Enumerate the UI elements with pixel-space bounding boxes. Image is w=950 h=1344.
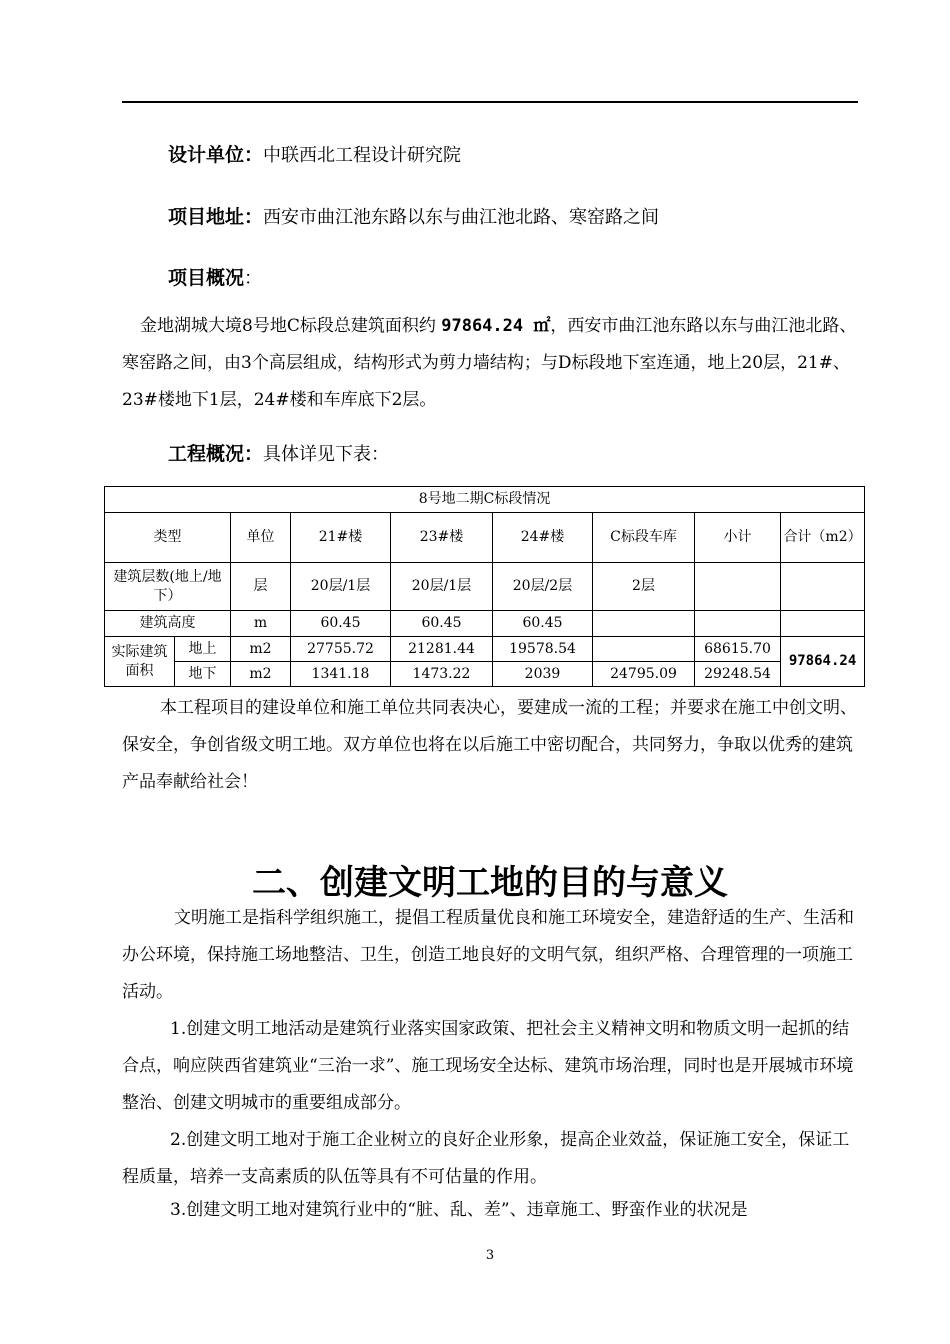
height-building-24: 60.45 bbox=[493, 611, 593, 637]
grand-total: 97864.24 bbox=[781, 637, 865, 687]
table-title-row bbox=[105, 487, 865, 513]
above-building-21: 27755.72 bbox=[291, 637, 391, 662]
section-intro-paragraph: 文明施工是指科学组织施工，提倡工程质量优良和施工环境安全，建造舒适的生产、生活和办公环境，保持施工场地整洁、卫生，创造工地良好的文明气氛，组织严格、合理管理的一项施工活动。 bbox=[122, 908, 854, 1002]
below-ground-label: 地下 bbox=[175, 662, 231, 687]
section-c-table bbox=[104, 486, 865, 687]
floors-building-23: 20层/1层 bbox=[391, 563, 493, 611]
project-address-value: 西安市曲江池东路以东与曲江池北路、寒窑路之间 bbox=[263, 207, 660, 228]
after-table-paragraph: 本工程项目的建设单位和施工单位共同表决心，要建成一流的工程；并要求在施工中创文明、保安全，争创省级文明工地。双方单位也将在以后施工中密切配合，共同努力，争取以优秀的建筑产品奉献给社会！ bbox=[122, 698, 857, 792]
header-building-21: 21#楼 bbox=[291, 513, 391, 563]
project-address-field bbox=[168, 202, 659, 229]
height-label: 建筑高度 bbox=[105, 611, 231, 637]
header-subtotal: 小计 bbox=[695, 513, 781, 563]
table-row-height bbox=[105, 611, 865, 637]
header-garage: C标段车库 bbox=[593, 513, 695, 563]
engineering-overview-field bbox=[168, 439, 389, 466]
header-building-24: 24#楼 bbox=[493, 513, 593, 563]
overview-text-after: ，西安市曲江池东路以东与曲江池北路、寒窑路之间，由3个高层组成，结构形式为剪力墙结构；与D标段地下室连通，地上20层，21#、23#楼地下1层，24#楼和车库底下2层。 bbox=[122, 316, 857, 410]
height-subtotal bbox=[695, 611, 781, 637]
project-address-label: 项目地址： bbox=[168, 206, 264, 228]
engineering-overview-value: 具体详见下表： bbox=[263, 444, 390, 465]
design-unit-label: 设计单位： bbox=[168, 144, 264, 166]
overview-text-before: 金地湖城大境8号地C标段总建筑面积约 bbox=[140, 316, 442, 336]
header-total: 合计（m2） bbox=[781, 513, 865, 563]
above-building-23: 21281.44 bbox=[391, 637, 493, 662]
below-building-24: 2039 bbox=[493, 662, 593, 687]
section-title: 二、创建文明工地的目的与意义 bbox=[252, 863, 728, 903]
project-overview-label: 项目概况 bbox=[168, 267, 245, 289]
design-unit-value: 中联西北工程设计研究院 bbox=[263, 145, 462, 166]
floors-total bbox=[781, 563, 865, 611]
list-item-3: 3.创建文明工地对建筑行业中的“脏、乱、差”、违章施工、野蛮作业的状况是 bbox=[170, 1200, 748, 1220]
design-unit-field bbox=[168, 140, 461, 167]
above-building-24: 19578.54 bbox=[493, 637, 593, 662]
overview-total-area: 97864.24 ㎡ bbox=[441, 316, 551, 336]
project-overview-colon: ： bbox=[244, 268, 263, 289]
project-overview-heading bbox=[168, 263, 262, 290]
header-building-23: 23#楼 bbox=[391, 513, 493, 563]
above-ground-label: 地上 bbox=[175, 637, 231, 662]
floors-unit: 层 bbox=[231, 563, 291, 611]
above-unit: m2 bbox=[231, 637, 291, 662]
above-subtotal: 68615.70 bbox=[695, 637, 781, 662]
above-garage bbox=[593, 637, 695, 662]
height-total bbox=[781, 611, 865, 637]
below-building-21: 1341.18 bbox=[291, 662, 391, 687]
floors-building-21: 20层/1层 bbox=[291, 563, 391, 611]
height-garage bbox=[593, 611, 695, 637]
below-building-23: 1473.22 bbox=[391, 662, 493, 687]
below-unit: m2 bbox=[231, 662, 291, 687]
height-unit: m bbox=[231, 611, 291, 637]
header-unit: 单位 bbox=[231, 513, 291, 563]
floors-label: 建筑层数(地上/地下） bbox=[105, 563, 231, 611]
list-item-2: 2.创建文明工地对于施工企业树立的良好企业形象，提高企业效益，保证施工安全，保证工程质量，培养一支高素质的队伍等具有不可估量的作用。 bbox=[122, 1130, 850, 1187]
height-building-23: 60.45 bbox=[391, 611, 493, 637]
floors-building-24: 20层/2层 bbox=[493, 563, 593, 611]
below-subtotal: 29248.54 bbox=[695, 662, 781, 687]
table-header-row bbox=[105, 513, 865, 563]
list-item-1: 1.创建文明工地活动是建筑行业落实国家政策、把社会主义精神文明和物质文明一起抓的结合点，响应陕西省建筑业“三治一求”、施工现场安全达标、建筑市场治理，同时也是开展城市环境整治、创建文明城市的重要组成部分。 bbox=[122, 1019, 854, 1113]
table-title: 8号地二期C标段情况 bbox=[105, 487, 865, 513]
project-overview-paragraph bbox=[122, 308, 862, 419]
table-row-area-below bbox=[105, 662, 865, 687]
height-building-21: 60.45 bbox=[291, 611, 391, 637]
header-rule bbox=[122, 101, 858, 103]
engineering-overview-label: 工程概况： bbox=[168, 443, 264, 465]
page-number: 3 bbox=[485, 1248, 495, 1263]
header-type: 类型 bbox=[105, 513, 231, 563]
floors-garage: 2层 bbox=[593, 563, 695, 611]
below-garage: 24795.09 bbox=[593, 662, 695, 687]
actual-area-label: 实际建筑面积 bbox=[105, 637, 175, 687]
floors-subtotal bbox=[695, 563, 781, 611]
table-row-area-above bbox=[105, 637, 865, 662]
table-row-floors bbox=[105, 563, 865, 611]
